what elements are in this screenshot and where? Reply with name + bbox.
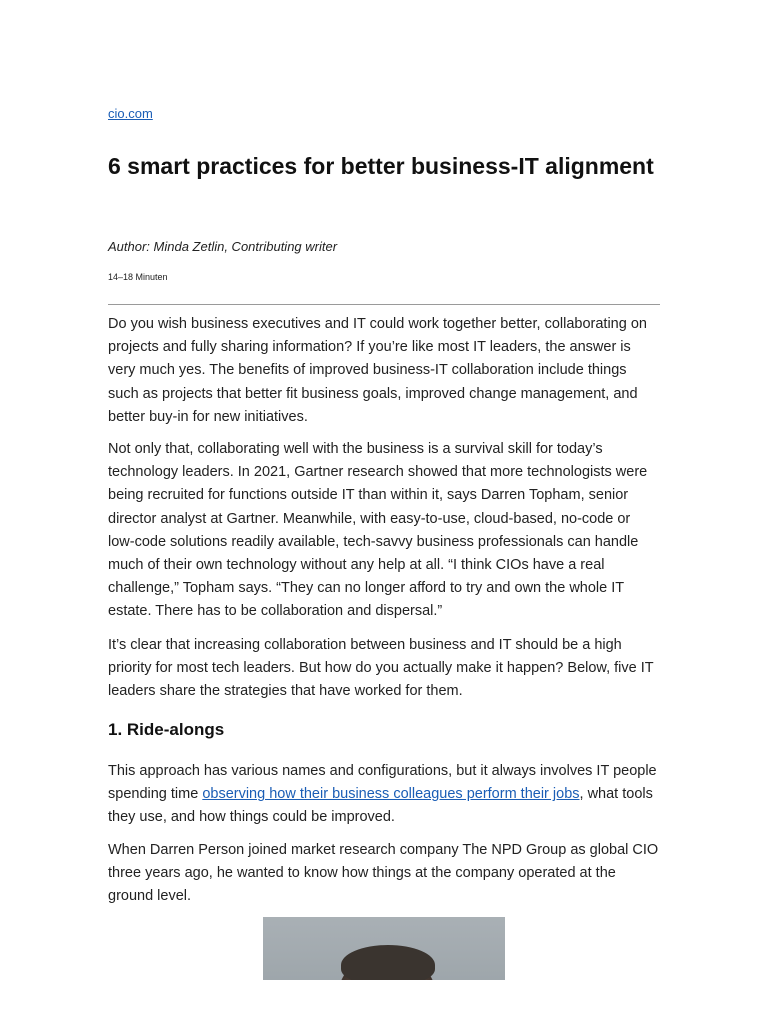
portrait-photo <box>263 917 505 980</box>
observing-colleagues-link[interactable]: observing how their business colleagues perform their jobs <box>202 786 580 803</box>
reading-time: 14–18 Minuten <box>108 272 168 282</box>
header-divider <box>108 304 660 305</box>
paragraph-text-before-link: This approach has various names and configurations, but it always involves IT people spending time <box>108 763 657 803</box>
article-author: Author: Minda Zetlin, Contributing writer <box>108 239 338 254</box>
paragraph-text-after-link: , what tools they use, and how things could be improved. <box>108 786 653 826</box>
paragraph-strategies: It’s clear that increasing collaboration between business and IT should be a high priority for most tech leaders. But how do you actually make it happen? Below, five IT leaders share the strategies that have worked for them. <box>108 637 654 700</box>
paragraph-darren-person: When Darren Person joined market research company The NPD Group as global CIO three years ago, he wanted to know how things at the company operated at the ground level. <box>108 842 659 905</box>
section-heading: 1. Ride-alongs <box>108 720 225 739</box>
paragraph-survival-skill: Not only that, collaborating well with the business is a survival skill for today’s technology leaders. In 2021, Gartner research showed that more technologists were being recruited for functions outside IT than within it, says Darren Topham, senior director analyst at Gartner. Meanwhile, with easy-to-use, cloud-based, no-code or low-code solutions readily available, tech-savvy business professionals can handle much of their own technology without any help at all. “I think CIOs have a real challenge,” Topham says. “They can no longer afford to try and own the whole IT estate. There has to be collaboration and dispersal.” <box>108 441 648 620</box>
paragraph-ride-alongs <box>108 760 660 830</box>
source-link[interactable]: cio.com <box>108 106 153 121</box>
article-title: 6 smart practices for better business-IT alignment <box>108 153 654 179</box>
portrait-hair-shape <box>341 945 435 980</box>
paragraph-intro: Do you wish business executives and IT could work together better, collaborating on projects and fully sharing information? If you’re like most IT leaders, the answer is very much yes. The benefits of improved business-IT collaboration include things such as projects that better fit business goals, improved change management, and better buy-in for new initiatives. <box>108 316 647 425</box>
